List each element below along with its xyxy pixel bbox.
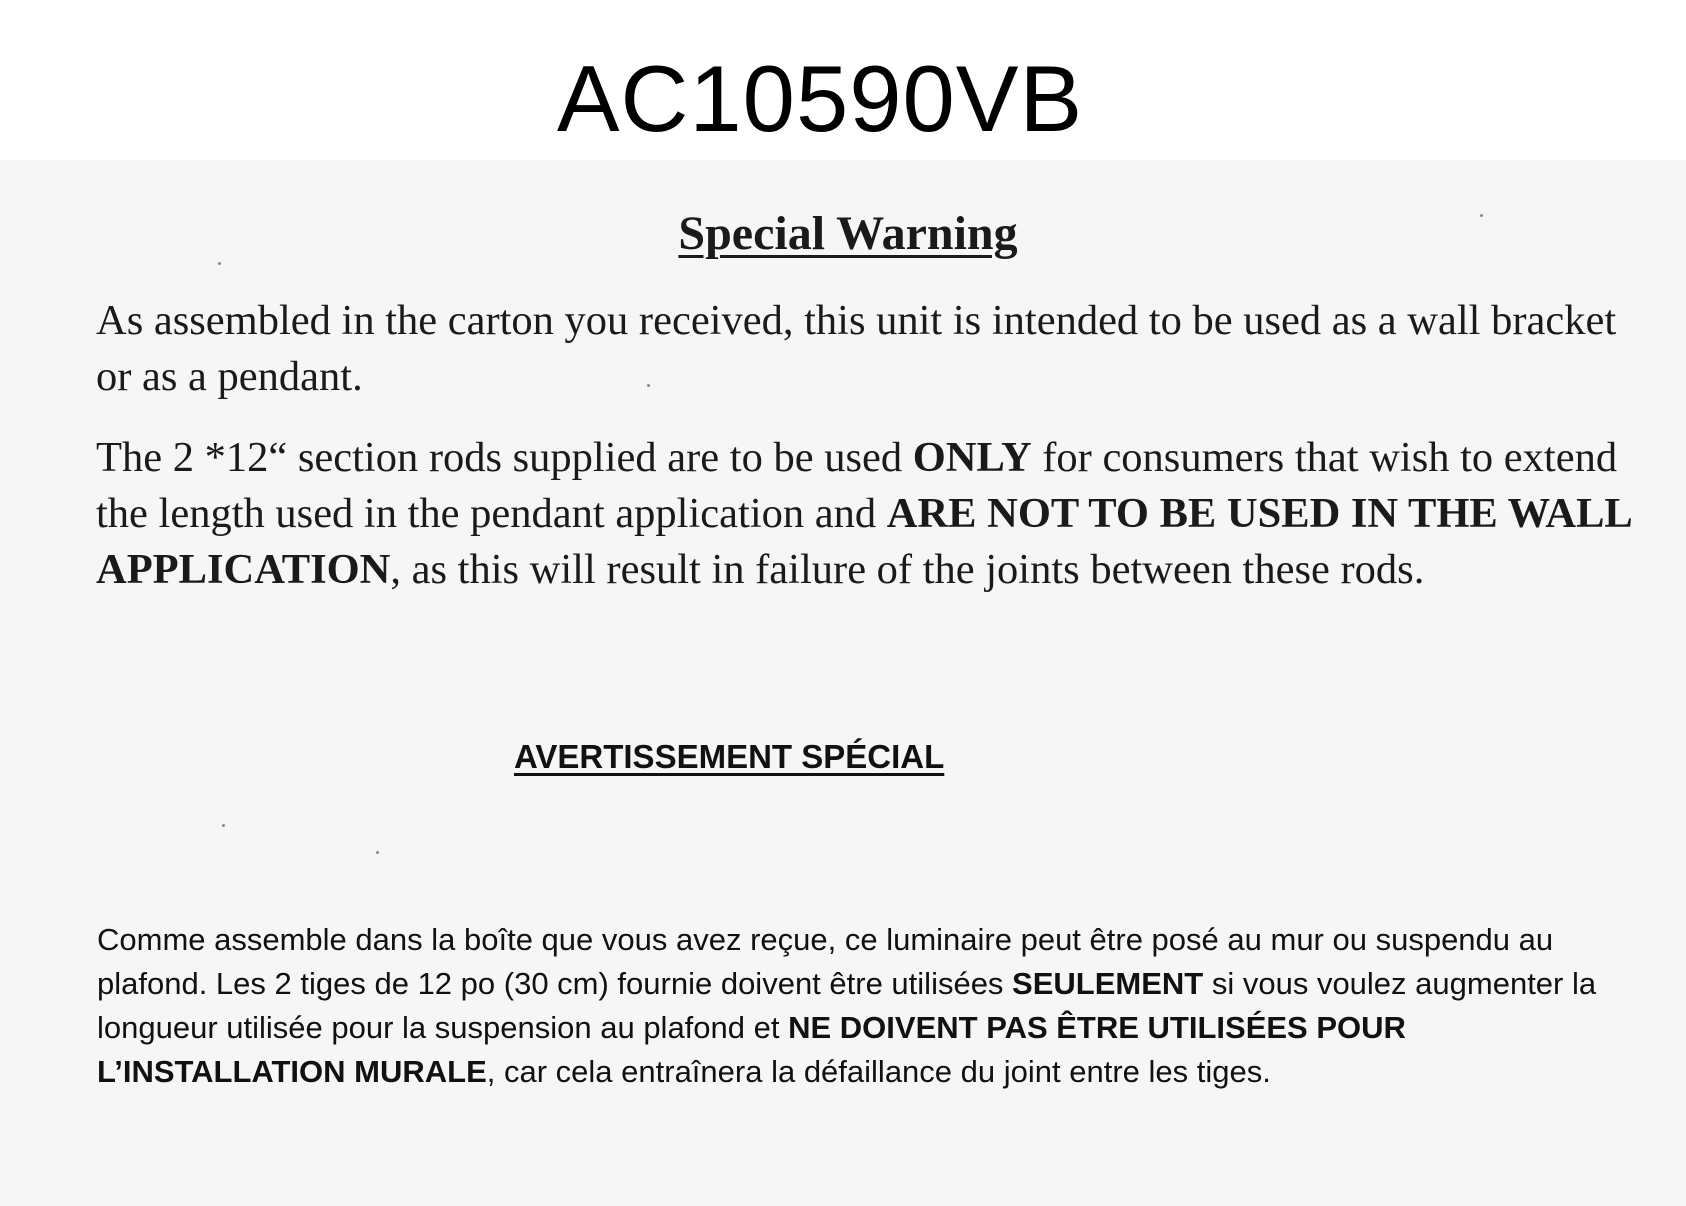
french-text-segment: , car cela entraînera la défaillance du joint entre les tiges.	[486, 1054, 1271, 1089]
english-text-segment: for consumers that wish to extend the length used in the pendant application and	[96, 434, 1618, 537]
french-text-segment: Comme assemble dans la boîte que vous avez reçue, ce luminaire peut être posé au mur ou suspendu au plafond. Les 2 tiges de 12 po (30 cm) fournie doivent être utilisées	[97, 922, 1554, 1001]
english-paragraph-2-text	[96, 430, 1636, 598]
french-emphasis-warning: NE DOIVENT PAS ÊTRE UTILISÉES POUR L’INSTALLATION MURALE	[97, 1010, 1406, 1089]
scan-speck	[1480, 214, 1483, 217]
french-emphasis-seulement: SEULEMENT	[1012, 966, 1204, 1001]
scan-speck	[647, 384, 650, 387]
scan-speck	[222, 824, 225, 827]
english-emphasis-only: ONLY	[912, 434, 1032, 481]
scan-speck	[376, 851, 379, 854]
scan-speck	[218, 262, 221, 265]
english-paragraph-1	[96, 293, 1636, 405]
model-number: AC10590VB	[556, 46, 1084, 151]
french-paragraph	[97, 918, 1617, 1094]
english-heading: Special Warning	[678, 207, 1018, 260]
french-heading: AVERTISSEMENT SPÉCIAL	[514, 738, 945, 775]
english-paragraph-1-text: As assembled in the carton you received, this unit is intended to be used as a wall bracket or as a pendant.	[96, 297, 1617, 400]
french-text-segment: si vous voulez augmenter la longueur utilisée pour la suspension au plafond et	[97, 966, 1597, 1045]
english-paragraph-2	[96, 430, 1636, 598]
english-text-segment: , as this will result in failure of the joints between these rods.	[390, 546, 1425, 593]
english-text-segment: The 2 *12“ section rods supplied are to be used	[96, 434, 913, 481]
english-emphasis-warning: ARE NOT TO BE USED IN THE WALL APPLICATION	[96, 490, 1631, 593]
